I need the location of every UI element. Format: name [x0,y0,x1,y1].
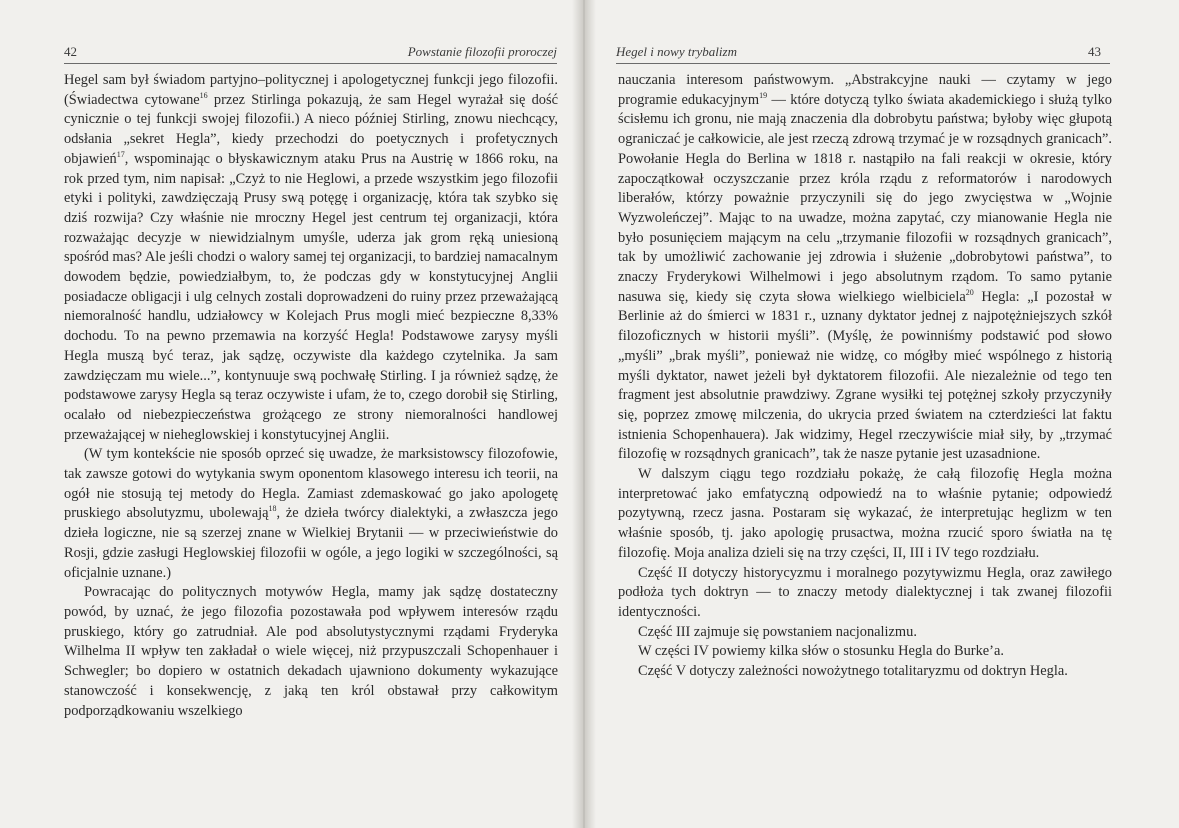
footnote-ref[interactable]: 19 [759,90,768,100]
paragraph: Powracając do politycznych motywów Hegla, mamy jak sądzę dostateczny powód, by uznać, że jego filozofia pozostawała pod wpływem interesów rządu pruskiego, który go zatrudniał. Ale pod absolutystycznymi rządami Fryderyka Wilhelma II wpływ ten zakładał o wiele więcej, niż przypuszczali Schopenhauer i Schwegler; bo dopiero w ostatnich dekadach ujawniono dokumenty wykazujące stanowczość i konsekwencję, z jaką ten król obstawał przy całkowitym podporządkowaniu wszelkiego [64,584,558,719]
header-rule [616,63,1110,64]
page-body [618,71,1112,682]
left-page [0,0,572,828]
book-gutter [572,0,596,828]
running-title: Powstanie filozofii proroczej [407,44,557,59]
footnote-ref[interactable]: 20 [965,287,974,297]
paragraph: nauczania interesom państwowym. „Abstrakcyjne nauki — czytamy w jego programie edukacyjnym$^{19}$ — które dotyczą tylko świata akademickiego i służą tylko ścisłemu ich gronu, nie mają znaczenia dla dobrobytu państwa; byłoby więc głupotą ograniczać je całkowicie, ale jest rzeczą zdrową trzymać je w rozsądnych granicach”. Powołanie Hegla do Berlina w 1818 r. nastąpiło na fali reakcji w okresie, który zapoczątkował oczyszczanie przez króla rządu z reformatorów i narodowych liberałów, którzy poważnie przyczynili się do jego zwycięstwa w „Wojnie Wyzwoleńczej”. Mając to na uwadze, można zapytać, czy mianowanie Hegla nie było posunięciem mającym na celu „trzymanie filozofii w rozsądnych granicach”, tak by umożliwić zachowanie jej zdrowia i służenie „dobrobytowi państwa”, to znaczy Fryderykowi Wilhelmowi i jego absolutnym rządom. To samo pytanie nasuwa się, kiedy się czyta słowa wielkiego wielbiciela$^{20}$ Hegla: „I pozostał w Berlinie aż do śmierci w 1831 r., uznany dyktator jednej z najpotężniejszych szkół filozoficznych w historii myśli”. (Myślę, że powinniśmy podstawić pod słowo „myśli” „brak myśli”, ponieważ nie widzę, co mógłby mieć wspólnego z historią myśli dyktator, nawet jeżeli był dyktatorem filozofii. Ale niezależnie od tego ten fragment jest absolutnie prawdziwy. Zgrane wysiłki tej potężnej szkoły przyczyniły się, poprzez zmowę milczenia, do ukrycia przed światem na czterdzieści lat faktu istnienia Schopenhauera). Jak widzimy, Hegel rzeczywiście miał siły, by „trzymać filozofię w rozsądnych granicach”, tak że nasze pytanie jest uzasadnione. [618,72,1113,463]
right-page [596,0,1179,828]
header-rule [64,63,557,64]
page-number: 42 [64,44,77,59]
paragraph: Hegel sam był świadom partyjno–politycznej i apologetycznej funkcji jego filozofii. (Świadectwa cytowane$^{16}$ przez Stirlinga pokazują, że sam Hegel wyrażał się dość cynicznie o tej funkcji swojej filozofii.) A nieco później Stirling, znowu niechcący, odsłania „sekret Hegla”, kiedy przechodzi do poetycznych i profetycznych objawień$^{17}$, wspominając o błyskawicznym ataku Prus na Austrię w 1866 roku, na rok przed tym, nim napisał: „Czyż to nie Heglowi, a przede wszystkim jego filozofii etyki i polityki, zawdzięczają Prusy swą potęgę i organizację, która tak szybko się dziś rozwija? Czy właśnie nie mroczny Hegel jest centrum tej organizacji, która rozważając decyzje w niewidzialnym umyśle, uderza jak grom ręką uniesioną spośród mas? Ale jeśli chodzi o walory samej tej organizacji, to bardziej namacalnym dowodem będzie, powiedziałbym, to, że podczas gdy w konstytucyjnej Anglii posiadacze obligacji i ulg celnych zostali doprowadzeni do ruiny przez przeważającą niemoralność handlu, udziałowcy w Kolejach Prus mogli mieć bezpieczne 8,33% dochodu. To na pewno przemawia na korzyść Hegla! Podstawowe zarysy myśli Hegla muszą być teraz, jak sądzę, oczywiste dla każdego czytelnika. Ja sam zawdzięczam mu wiele...”, kontynuuje swą pochwałę Stirling. I ja również sądzę, że podstawowe zarysy Hegla są teraz oczywiste i ufam, że to, czego dorobił się Stirling, ocalało od niebezpieczeństwa grożącego ze strony niemoralności handlowej przeważającej w nieheglowskiej i konstytucyjnej Anglii. [64,72,558,443]
page-number: 43 [1088,44,1101,59]
paragraph: Część V dotyczy zależności nowożytnego totalitaryzmu od doktryn Hegla. [638,663,1068,680]
page-body [64,71,558,721]
footnote-ref[interactable]: 18 [268,504,277,514]
paragraph: Część II dotyczy historycyzmu i moralnego pozytywizmu Hegla, oraz zawiłego podłoża tych doktryn — to znaczy metody dialektycznej i tak zwanej filozofii identyczności. [618,564,1112,620]
paragraph: W części IV powiemy kilka słów o stosunku Hegla do Burke’a. [638,643,1004,660]
paragraph: Część III zajmuje się powstaniem nacjonalizmu. [638,623,917,640]
paragraph: (W tym kontekście nie sposób oprzeć się uwadze, że marksistowscy filozofowie, tak zawsze gotowi do wytykania swym oponentom klasowego interesu ich teorii, na ogół nie stosują tej metody do Hegla. Zamiast zdemaskować go jako apologetę pruskiego absolutyzmu, ubolewają$^{18}$, że dzieła twórcy dialektyki, a zwłaszcza jego dzieła logiczne, nie są szerzej znane w Wielkiej Brytanii — w przeciwieństwie do Rosji, gdzie zasługi Heglowskiej filozofii w ogóle, a jego logiki w szczególności, są oficjalnie uznane.) [64,446,558,581]
footnote-ref[interactable]: 17 [116,150,125,160]
running-title: Hegel i nowy trybalizm [616,44,737,59]
footnote-ref[interactable]: 16 [199,90,208,100]
paragraph: W dalszym ciągu tego rozdziału pokażę, że całą filozofię Hegla można interpretować jako emfatyczną odpowiedź na to właśnie pytanie; odpowiedź pozytywną, rzecz jasna. Postaram się wykazać, że interpretując heglizm w ten właśnie sposób, tj. jako apologię prusactwa, można rzucić sporo światła na tę filozofię. Moja analiza dzieli się na trzy części, II, III i IV tego rozdziału. [618,466,1112,561]
